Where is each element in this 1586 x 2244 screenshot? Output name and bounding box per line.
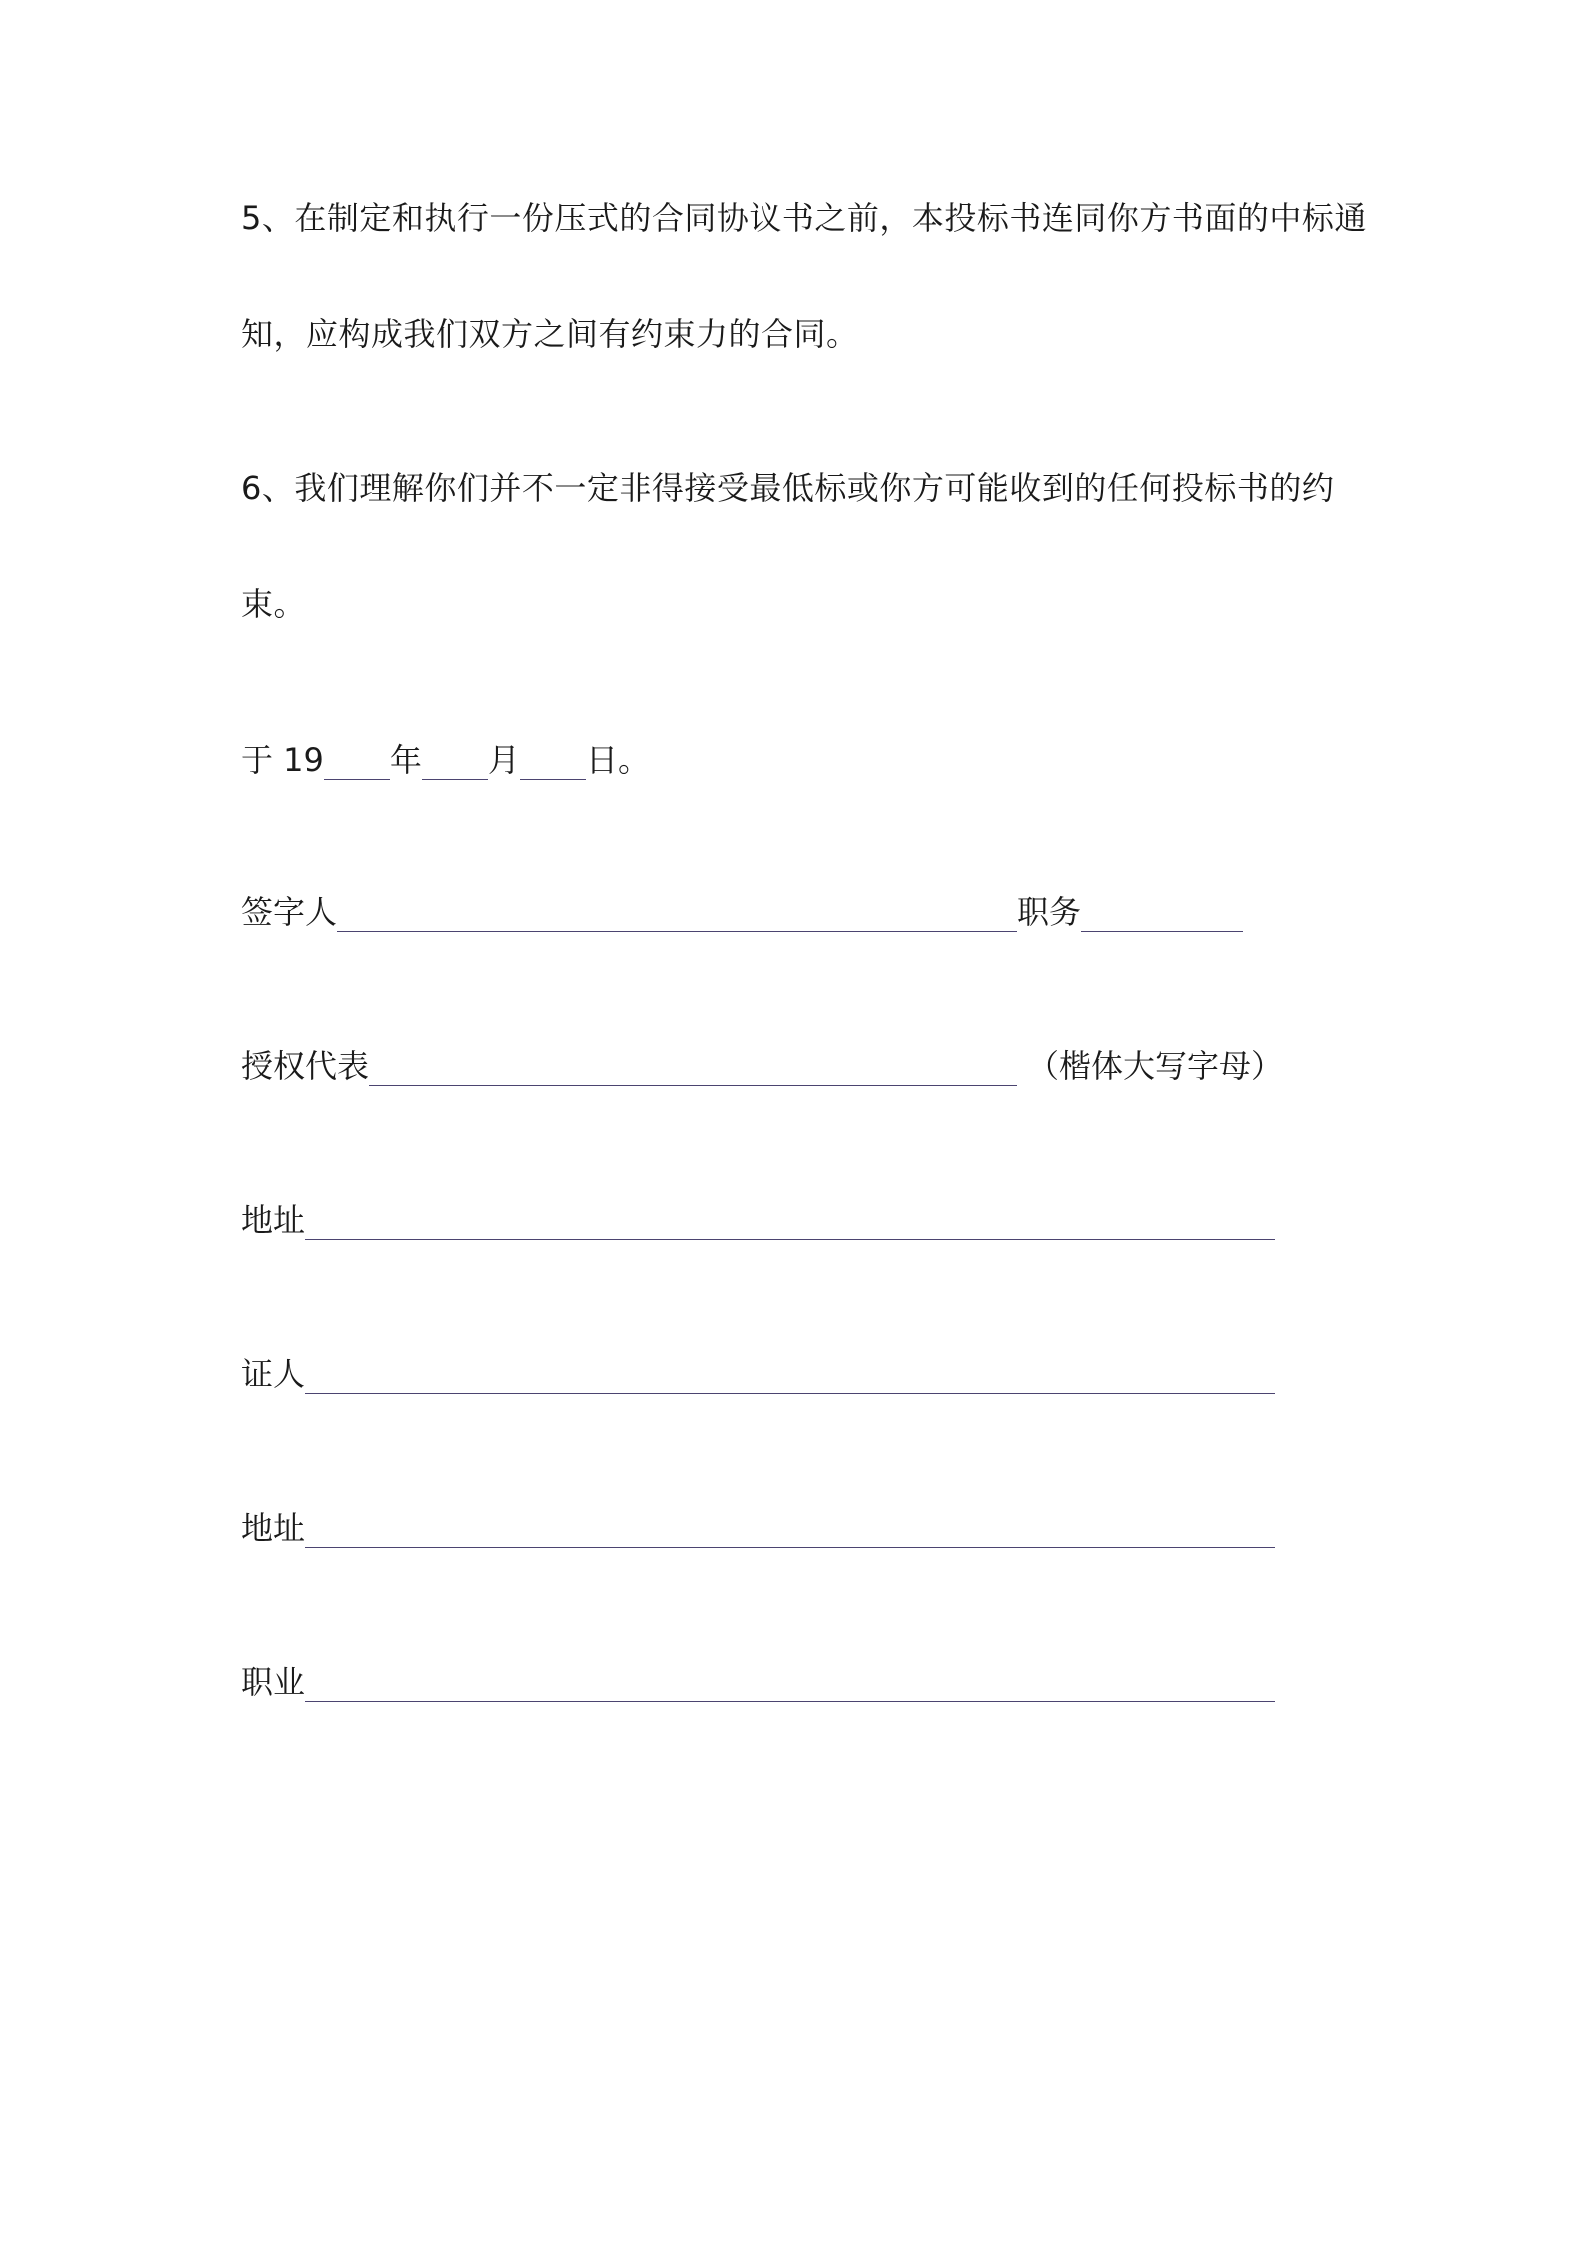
occupation-row [241, 1658, 1275, 1702]
month-blank[interactable] [422, 742, 488, 780]
year-label: 年 [389, 741, 422, 779]
occupation-blank[interactable] [305, 1664, 1275, 1702]
clause-5-line-1: 5、在制定和执行一份压式的合同协议书之前，本投标书连同你方书面的中标通 [241, 199, 1367, 237]
clause-5-line-2: 知，应构成我们双方之间有约束力的合同。 [241, 315, 859, 353]
month-label: 月 [487, 741, 520, 779]
address-label: 地址 [241, 1201, 306, 1239]
address-blank[interactable] [305, 1202, 1275, 1240]
clause-6-line-1: 6、我们理解你们并不一定非得接受最低标或你方可能收到的任何投标书的约 [241, 469, 1335, 507]
witness-address-blank[interactable] [305, 1510, 1275, 1548]
year-blank[interactable] [324, 742, 390, 780]
authorized-blank[interactable] [369, 1048, 1017, 1086]
witness-row [241, 1350, 1275, 1394]
occupation-label: 职业 [241, 1663, 306, 1701]
witness-blank[interactable] [305, 1356, 1275, 1394]
witness-address-row [241, 1504, 1275, 1548]
date-row [241, 736, 650, 780]
position-blank[interactable] [1081, 894, 1243, 932]
date-prefix: 于 19 [241, 741, 324, 779]
day-label: 日。 [585, 741, 650, 779]
signer-row [241, 888, 1243, 932]
clause-6-line-2: 束。 [241, 585, 307, 623]
authorized-label: 授权代表 [241, 1047, 370, 1085]
day-blank[interactable] [520, 742, 586, 780]
authorized-row [241, 1042, 1283, 1086]
position-label: 职务 [1017, 893, 1082, 931]
signer-label: 签字人 [241, 893, 338, 931]
witness-address-label: 地址 [241, 1509, 306, 1547]
witness-label: 证人 [241, 1355, 306, 1393]
signer-blank[interactable] [337, 894, 1017, 932]
authorized-note: （楷体大写字母） [1027, 1047, 1284, 1085]
address-row [241, 1196, 1275, 1240]
